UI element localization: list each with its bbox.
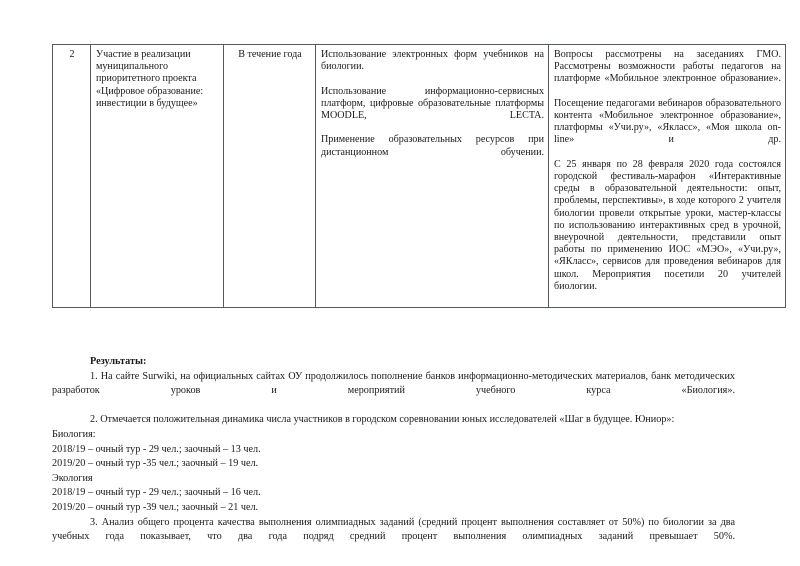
cell-results: [549, 45, 786, 308]
results-paragraph-2: Посещение педагогами вебинаров образовательного контента «Мобильное электронное образование», платформы «Учи.ру», «Якласс», «Моя школа on-line» и др.: [554, 97, 781, 146]
results-item-1: 1. На сайте Surwiki, на официальных сайтах ОУ продолжилось пополнение банков информационно-методических материалов, банк методических разработок уроков и мероприятий учебного курса «Биология».: [52, 370, 735, 397]
biology-stats-2019-20: 2019/20 – очный тур -35 чел.; заочный – 19 чел.: [52, 458, 259, 470]
ecology-stats-2018-19: 2018/19 – очный тур - 29 чел.; заочный – 16 чел.: [52, 487, 261, 499]
forms-paragraph-2: Использование информационно-сервисных платформ, цифровые образовательные платформы MOODLE, LECTA.: [321, 85, 544, 122]
cell-term: В течение года: [224, 45, 316, 308]
results-paragraph-3: С 25 января по 28 февраля 2020 года состоялся городской фестиваль-марафон «Интерактивные среды в образовательной деятельности: опыт, проблемы, перспективы», в ходе которого 2 учителя биологии провели открытые уроки, мастер-классы по использованию интерактивных сред в урочной, внеурочной деятельности, представили опыт работы по применению ИОС «МЭО», «Учи.ру», «ЯКласс», сервисов для проведения вебинаров для школ. Мероприятия посетили 20 учителей биологии.: [554, 158, 781, 292]
ecology-stats-2019-20: 2019/20 – очный тур -39 чел.; заочный – 21 чел.: [52, 501, 259, 513]
subject-label-biology: Биология:: [52, 428, 96, 440]
activity-plan-table: [52, 44, 786, 308]
table-body: [53, 45, 786, 308]
subject-label-ecology: Экология: [52, 472, 93, 484]
results-paragraph-1: Вопросы рассмотрены на заседаниях ГМО. Рассмотрены возможности работы педагогов на платформе «Мобильное электронное образование».: [554, 49, 781, 85]
results-heading: Результаты:: [90, 356, 147, 367]
cell-row-number: 2: [53, 45, 91, 308]
cell-event-name: Участие в реализации муниципального приоритетного проекта «Цифровое образование: инвестиции в будущее»: [91, 45, 224, 308]
results-item-3: 3. Анализ общего процента качества выполнения олимпиадных заданий (средний процент выполнения составляет от 50%) по биологии за два учебных года показывает, что два года подряд средний процент выполнения олимпиадных заданий превышает 50%.: [52, 516, 735, 543]
biology-stats-2018-19: 2018/19 – очный тур - 29 чел.; заочный – 13 чел.: [52, 443, 261, 455]
cell-forms: [316, 45, 549, 308]
forms-paragraph-3: Применение образовательных ресурсов при дистанционном обучении.: [321, 134, 544, 158]
results-item-2: 2. Отмечается положительная динамика числа участников в городском соревновании юных исследователей «Шаг в будущее. Юниор»:: [90, 414, 675, 426]
results-section: [52, 355, 735, 559]
forms-paragraph-1: Использование электронных форм учебников на биологии.: [321, 49, 544, 73]
table-row: [53, 45, 786, 308]
